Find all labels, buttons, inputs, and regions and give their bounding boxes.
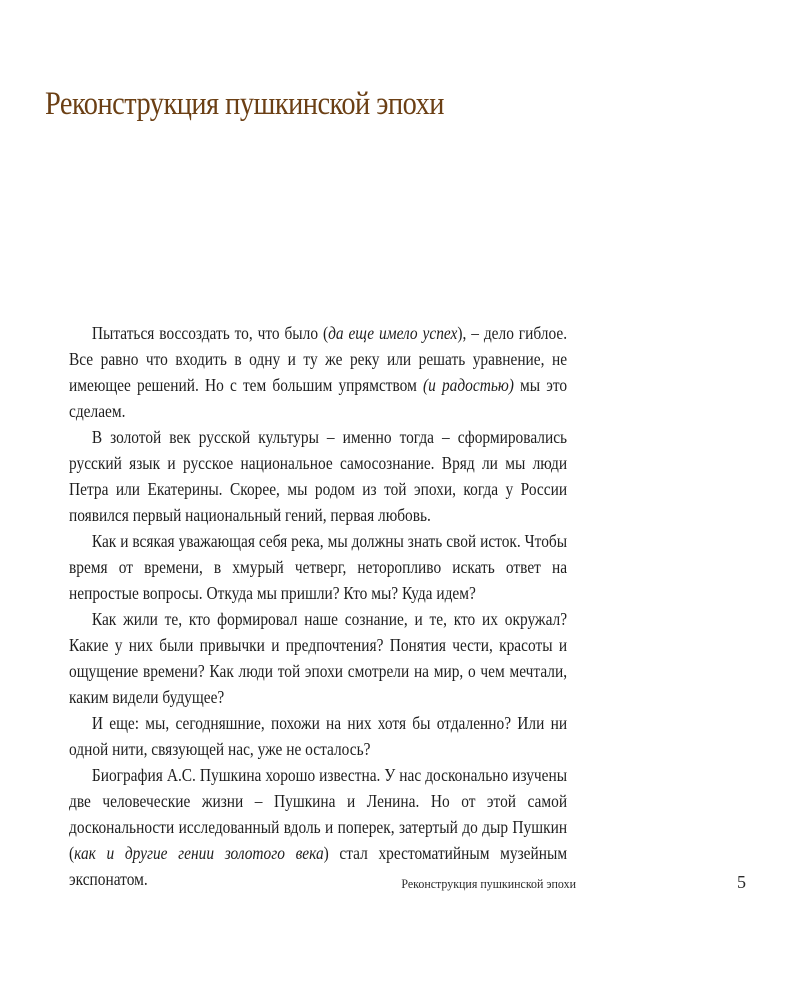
italic-text: как и другие гении золотого века [74,843,324,863]
paragraph-6 [69,762,567,892]
running-footer-title: Реконструкция пушкинской эпохи [401,876,576,891]
italic-text: (и радостью) [422,375,514,395]
paragraph-5 [69,710,567,762]
paragraph-3 [69,528,567,606]
paragraph-4 [69,606,567,710]
paragraph-1 [69,320,567,424]
text-run: В золотой век русской культуры – именно тогда – сформировались русский язык и русское национальное самосознание. Вряд ли мы люди Петра или Екатерины. Скорее, мы родом из той эпохи, когда у России появился первый национальный гений, первая любовь. [69,427,568,525]
paragraph-2 [69,424,567,528]
text-run: Как жили те, кто формировал наше сознание, и те, кто их окружал? Какие у них были привычки и предпочтения? Понятия чести, красоты и ощущение времени? Как люди той эпохи смотрели на мир, о чем мечтали, каким видели будущее? [69,609,568,707]
text-run: Пытаться воссоздать то, что было ( [91,323,329,343]
text-run: Биография А.С. Пушкина хорошо известна. У нас досконально изучены две человеческие жизни – Пушкина и Ленина. Но от этой самой доскональности исследованный вдоль и поперек, затертый до дыр Пушкин ( [69,765,568,863]
text-run: ) стал хрестоматийным музейным экспонатом. [69,843,568,889]
body-text [69,320,567,892]
text-run: Как и всякая уважающая себя река, мы должны знать свой исток. Чтобы время от времени, в хмурый четверг, неторопливо искать ответ на непростые вопросы. Откуда мы пришли? Кто мы? Куда идем? [69,531,568,603]
italic-text: да еще имело успех [328,323,458,343]
text-run: мы это сделаем. [69,375,568,421]
page-title: Реконструкция пушкинской эпохи [45,86,444,122]
text-run: ), – дело гиблое. Все равно что входить в одну и ту же реку или решать уравнение, не имеющее решений. Но с тем большим упрямством [69,323,568,395]
page-number: 5 [737,872,746,892]
text-run: И еще: мы, сегодняшние, похожи на них хотя бы отдаленно? Или ни одной нити, связующей нас, уже не осталось? [69,713,568,759]
